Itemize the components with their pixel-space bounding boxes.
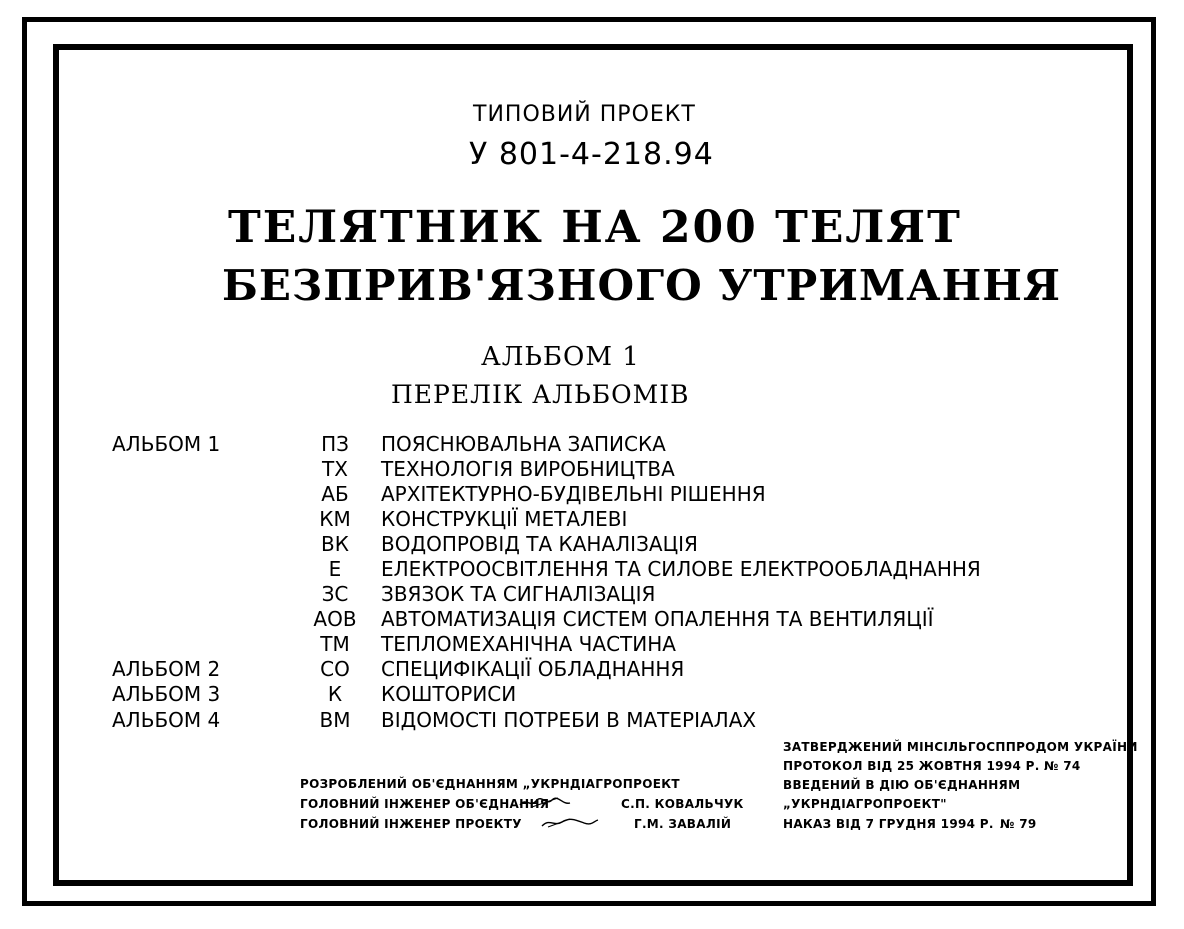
section-code: ЗС [321,582,349,606]
list-item [0,484,1184,509]
section-name: ТЕХНОЛОГІЯ ВИРОБНИЦТВА [381,457,675,481]
album-heading: АЛЬБОМ 1 [481,342,640,372]
chief-project-label: ГОЛОВНИЙ ІНЖЕНЕР ПРОЕКТУ [300,817,522,831]
list-item [0,684,1184,709]
developed-by: РОЗРОБЛЕНИЙ ОБ'ЄДНАННЯМ „УКРНДІАГРОПРОЕКТ [300,777,680,791]
section-code: ТХ [322,457,348,481]
section-name: ВОДОПРОВІД ТА КАНАЛІЗАЦІЯ [381,532,698,556]
list-item [0,659,1184,684]
section-code: ВМ [319,708,351,732]
section-code: ПЗ [321,432,349,456]
section-code: ВК [321,532,349,556]
section-code: АБ [321,482,349,506]
section-name: ЕЛЕКТРООСВІТЛЕННЯ ТА СИЛОВЕ ЕЛЕКТРООБЛАДНАННЯ [381,557,981,581]
signature-zavaliy [540,814,600,830]
list-item [0,434,1184,459]
section-code: Е [328,557,342,581]
list-item [0,559,1184,584]
section-name: АВТОМАТИЗАЦІЯ СИСТЕМ ОПАЛЕННЯ ТА ВЕНТИЛЯЦІЇ [381,607,934,631]
section-name: СПЕЦИФІКАЦІЇ ОБЛАДНАННЯ [381,657,685,681]
list-item [0,534,1184,559]
section-name: ЗВЯЗОК ТА СИГНАЛІЗАЦІЯ [381,582,656,606]
section-code: ТМ [320,632,350,656]
chief-association-label: ГОЛОВНИЙ ІНЖЕНЕР ОБ'ЄДНАННЯ [300,797,550,811]
album-label: АЛЬБОМ 4 [112,708,221,732]
album-label: АЛЬБОМ 3 [112,682,221,706]
title-line-1: ТЕЛЯТНИК НА 200 ТЕЛЯТ [228,202,962,253]
approval-line-3: ВВЕДЕНИЙ В ДІЮ ОБ'ЄДНАННЯМ [783,778,1021,792]
list-item [0,584,1184,609]
section-name: ВІДОМОСТІ ПОТРЕБИ В МАТЕРІАЛАХ [381,708,757,732]
approval-line-5: НАКАЗ ВІД 7 ГРУДНЯ 1994 Р. [783,817,994,831]
section-name: ТЕПЛОМЕХАНІЧНА ЧАСТИНА [381,632,676,656]
list-item [0,634,1184,659]
album-label: АЛЬБОМ 2 [112,657,221,681]
approval-line-2: ПРОТОКОЛ ВІД 25 ЖОВТНЯ 1994 Р. № 74 [783,759,1081,773]
signature-kovalchuk [518,794,574,810]
project-series: ТИПОВИЙ ПРОЕКТ [473,102,696,127]
list-item [0,609,1184,634]
album-list-heading: ПЕРЕЛІК АЛЬБОМІВ [391,380,690,409]
list-item [0,710,1184,735]
project-code: У 801-4-218.94 [469,137,714,172]
section-name: КОШТОРИСИ [381,682,517,706]
approval-order-number: № 79 [1000,817,1037,831]
section-code: АОВ [313,607,357,631]
chief-project-name: Г.М. ЗАВАЛІЙ [634,817,732,831]
title-line-2: БЕЗПРИВ'ЯЗНОГО УТРИМАННЯ [222,261,1061,310]
section-name: КОНСТРУКЦІЇ МЕТАЛЕВІ [381,507,628,531]
approval-line-4: „УКРНДІАГРОПРОЕКТ" [783,797,947,811]
list-item [0,509,1184,534]
section-code: К [327,682,343,706]
section-code: КМ [319,507,351,531]
list-item [0,459,1184,484]
chief-association-name: С.П. КОВАЛЬЧУК [621,797,744,811]
section-name: АРХІТЕКТУРНО-БУДІВЕЛЬНІ РІШЕННЯ [381,482,766,506]
section-name: ПОЯСНЮВАЛЬНА ЗАПИСКА [381,432,666,456]
approval-line-1: ЗАТВЕРДЖЕНИЙ МІНСІЛЬГОСППРОДОМ УКРАЇНИ [783,740,1138,754]
album-label: АЛЬБОМ 1 [112,432,221,456]
section-code: СО [320,657,350,681]
